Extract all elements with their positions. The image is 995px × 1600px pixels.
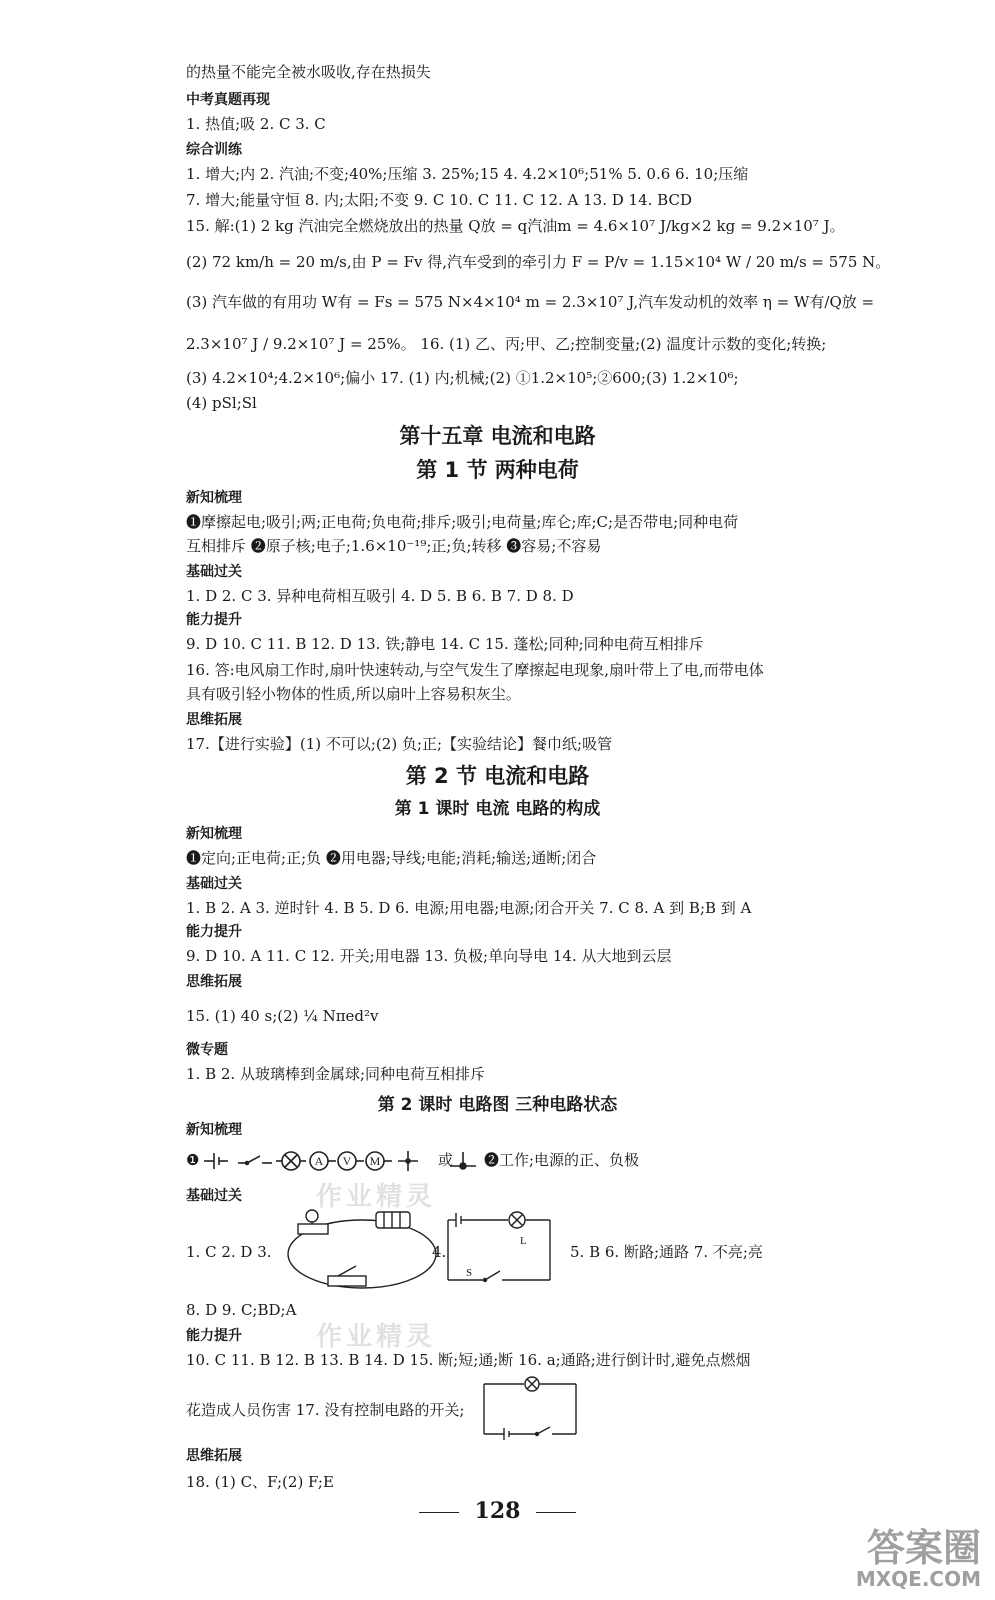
answer-line: 1. C 2. D 3. [186, 1243, 272, 1261]
physical-circuit-drawing [284, 1206, 440, 1298]
answer-line: 7. 增大;能量守恒 8. 内;太阳;不变 9. C 10. C 11. C 12. A 13. D 14. BCD [186, 191, 692, 209]
answer-line: 5. B 6. 断路;通路 7. 不亮;亮 [570, 1243, 763, 1261]
svg-text:A: A [314, 1154, 324, 1168]
section-title: 第 1 节 两种电荷 [416, 458, 579, 482]
page-number-text: 128 [474, 1498, 521, 1524]
section-heading: 思维拓展 [186, 1448, 242, 1464]
or-text: 或 [438, 1151, 454, 1169]
section-title: 第 2 节 电流和电路 [405, 764, 590, 788]
answer-line: 1. 热值;吸 2. C 3. C [186, 115, 326, 133]
svg-text:V: V [342, 1154, 352, 1168]
section-heading: 综合训练 [186, 142, 242, 158]
section-heading: 能力提升 [186, 1328, 242, 1344]
lesson-title: 第 1 课时 电流 电路的构成 [394, 799, 601, 819]
answer-line: 18. (1) C、F;(2) F;E [186, 1473, 334, 1491]
answer-line: 1. B 2. 从玻璃棒到金属球;同种电荷互相排斥 [186, 1065, 486, 1083]
lamp-label: L [520, 1235, 527, 1247]
answer-line: ❷工作;电源的正、负极 [484, 1151, 640, 1169]
circuit-diagram-lamp-switch [444, 1210, 556, 1286]
section-heading: 基础过关 [186, 564, 242, 580]
section-heading: 微专题 [186, 1042, 228, 1058]
answer-line: ❶定向;正电荷;正;负 ❷用电器;导线;电能;消耗;输送;通断;闭合 [186, 849, 597, 867]
answer-line: 15. (1) 40 s;(2) ¼ Nπed²v [186, 1007, 379, 1025]
circuit-symbols-figure [204, 1146, 514, 1176]
section-heading: 新知梳理 [186, 490, 242, 506]
section-heading: 思维拓展 [186, 974, 242, 990]
watermark: 作业精灵 [316, 1322, 437, 1352]
answer-line: 互相排斥 ❷原子核;电子;1.6×10⁻¹⁹;正;负;转移 ❸容易;不容易 [186, 537, 602, 555]
answer-line: ❶摩擦起电;吸引;两;正电荷;负电荷;排斥;吸引;电荷量;库仑;库;C;是否带电;同种电荷 [186, 513, 739, 531]
answer-line: 17.【进行实验】(1) 不可以;(2) 负;正;【实验结论】餐巾纸;吸管 [186, 735, 613, 753]
switch-label: S [466, 1267, 473, 1279]
answer-line: (3) 汽车做的有用功 W有 = Fs = 575 N×4×10⁴ m = 2.3×10⁷ J,汽车发动机的效率 η = W有/Q放 = [186, 293, 875, 311]
watermark: 作业精灵 [316, 1182, 437, 1212]
answer-line: 4. [432, 1243, 447, 1261]
section-heading: 思维拓展 [186, 712, 242, 728]
answer-line: 花造成人员伤害 17. 没有控制电路的开关; [186, 1401, 465, 1419]
site-logo [856, 1528, 981, 1590]
page-number [0, 1498, 995, 1524]
logo-url: MXQE.COM [855, 1567, 981, 1591]
answer-line: 8. D 9. C;BD;A [186, 1301, 297, 1319]
answer-line: (2) 72 km/h = 20 m/s,由 P = Fv 得,汽车受到的牵引力 F = P/v = 1.15×10⁴ W / 20 m/s = 575 N。 [186, 253, 891, 271]
answer-line: (3) 4.2×10⁴;4.2×10⁶;偏小 17. (1) 内;机械;(2) ①1.2×10⁵;②600;(3) 1.2×10⁶; [186, 369, 739, 387]
section-heading: 基础过关 [186, 1188, 242, 1204]
answer-line: 1. D 2. C 3. 异种电荷相互吸引 4. D 5. B 6. B 7. D 8. D [186, 587, 574, 605]
answer-line: (4) pSl;Sl [186, 394, 257, 412]
answer-line: 10. C 11. B 12. B 13. B 14. D 15. 断;短;通;断 16. a;通路;进行倒计时,避免点燃烟 [186, 1351, 751, 1369]
answer-line: 1. B 2. A 3. 逆时针 4. B 5. D 6. 电源;用电器;电源;闭合开关 7. C 8. A 到 B;B 到 A [186, 899, 752, 917]
section-heading: 能力提升 [186, 612, 242, 628]
section-heading: 新知梳理 [186, 1122, 242, 1138]
section-heading: 能力提升 [186, 924, 242, 940]
chapter-title: 第十五章 电流和电路 [399, 424, 596, 448]
answer-line: 15. 解:(1) 2 kg 汽油完全燃烧放出的热量 Q放 = q汽油m = 4.6×10⁷ J/kg×2 kg = 9.2×10⁷ J。 [186, 217, 845, 235]
lesson-title: 第 2 课时 电路图 三种电路状态 [377, 1095, 618, 1115]
answer-line: 具有吸引轻小物体的性质,所以扇叶上容易积灰尘。 [186, 685, 521, 703]
logo-title: 答案圈 [866, 1526, 981, 1570]
answer-line: 2.3×10⁷ J / 9.2×10⁷ J = 25%。 16. (1) 乙、丙;甲、乙;控制变量;(2) 温度计示数的变化;转换; [186, 335, 827, 353]
section-heading: 新知梳理 [186, 826, 242, 842]
answer-line: 9. D 10. C 11. B 12. D 13. 铁;静电 14. C 15. 蓬松;同种;同种电荷互相排斥 [186, 635, 704, 653]
answer-line: 1. 增大;内 2. 汽油;不变;40%;压缩 3. 25%;15 4. 4.2×10⁶;51% 5. 0.6 6. 10;压缩 [186, 165, 749, 183]
answer-line: 9. D 10. A 11. C 12. 开关;用电器 13. 负极;单向导电 14. 从大地到云层 [186, 947, 672, 965]
answer-line: 16. 答:电风扇工作时,扇叶快速转动,与空气发生了摩擦起电现象,扇叶带上了电,而带电体 [186, 661, 764, 679]
text-line: 的热量不能完全被水吸收,存在热损失 [186, 63, 431, 81]
section-heading: 中考真题再现 [186, 92, 270, 108]
circuit-diagram-no-switch-control [480, 1376, 580, 1442]
svg-text:M: M [369, 1154, 381, 1168]
section-heading: 基础过关 [186, 876, 242, 892]
answer-line: ❶ [186, 1151, 200, 1169]
